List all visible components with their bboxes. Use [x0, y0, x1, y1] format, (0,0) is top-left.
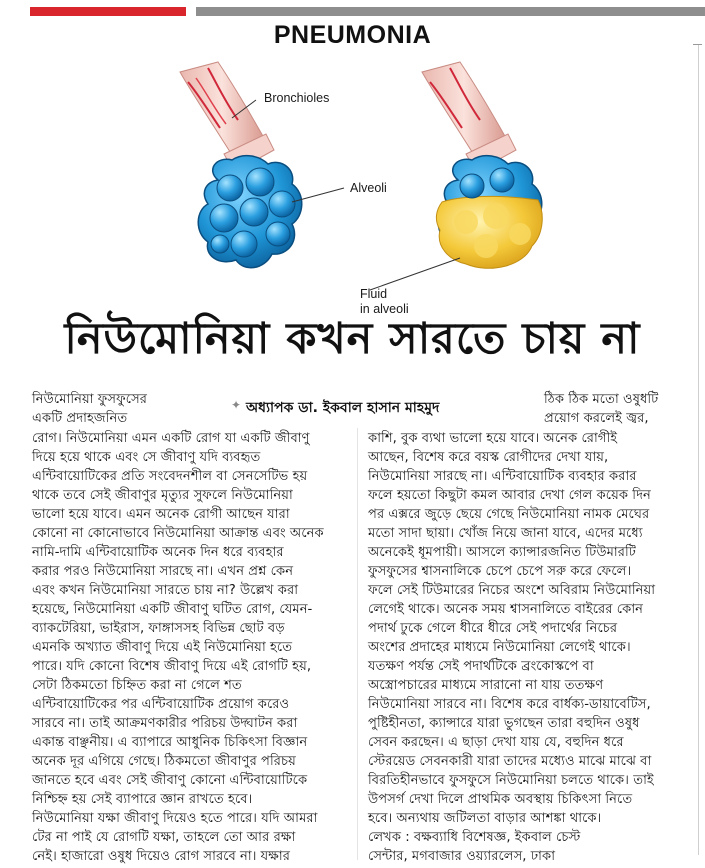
- headline: নিউমোনিয়া কখন সারতে চায় না: [64, 314, 641, 364]
- body-line: নিউমোনিয়া যক্ষা জীবাণু দিয়েও হতে পারে। যদি আমরা: [32, 811, 318, 826]
- author-credit-line: লেখক : বক্ষব্যাধি বিশেষজ্ঞ, ইকবাল চেস্ট: [368, 830, 581, 845]
- body-line: এন্টিবায়োটিকের প্রতি সংবেদনশীল বা সেনসেটিভ হয়: [32, 469, 308, 484]
- intro-right-line: ঠিক ঠিক মতো ওষুধটি: [544, 392, 659, 407]
- body-line: হবে। অন্যথায় জটিলতা বাড়ার আশঙ্কা থাকে।: [368, 811, 602, 826]
- body-line: ব্যাকটেরিয়া, ভাইরাস, ফাঙ্গাসসহ বিভিন্ন ছোট বড়: [32, 621, 285, 636]
- body-line: এবং কখন নিউমোনিয়া সারতে চায় না? উল্লেখ করা: [32, 583, 299, 598]
- body-line: রোগ। নিউমোনিয়া এমন একটি রোগ যা একটি জীবাণু: [32, 431, 310, 446]
- body-line: সেবন করছেন। এ ছাড়া দেখা যায় যে, বহুদিন ধরে: [368, 735, 624, 750]
- header-rule-bar: [196, 7, 705, 16]
- intro-left-line: একটি প্রদাহজনিত: [32, 411, 128, 426]
- label-bronchioles: Bronchioles: [264, 91, 330, 105]
- body-line: ফলে সেই টিউমারের নিচের অংশে অবিরাম নিউমোনিয়া: [368, 583, 656, 598]
- body-line: পদার্থ ঢুকে গেলে ধীরে ধীরে সেই পদার্থের নিচের: [368, 621, 618, 636]
- body-line: নেই। হাজারো ওষুধ দিয়েও রোগ সারবে না। যক্ষার: [32, 849, 291, 864]
- body-line: নামি-দামি এন্টিবায়োটিক অনেক দিন ধরে ব্যবহার: [32, 545, 284, 560]
- body-line: পুষ্টিহীনতা, ক্যান্সারে যারা ভুগছেন তারা বহুদিন ওষুধ: [368, 716, 640, 731]
- fluid-leader-line: [370, 258, 460, 290]
- author-marker-icon: ✦: [231, 398, 242, 412]
- body-line: কাশি, বুক ব্যথা ভালো হয়ে যাবে। অনেক রোগীই: [368, 431, 618, 446]
- body-line: একান্ত বাঞ্ছনীয়। এ ব্যাপারে আধুনিক চিকিৎসা বিজ্ঞান: [32, 735, 308, 750]
- body-line: জানতে হবে এবং সেই জীবাণু কোনো এন্টিবায়োটিকে: [32, 773, 308, 788]
- body-line: যতক্ষণ পর্যন্ত সেই পদার্থটিকে ব্রংকোস্কপে বা: [368, 659, 594, 674]
- body-line: আছেন, বিশেষ করে বয়স্ক রোগীদের দেখা যায়,: [368, 450, 609, 465]
- section-title: PNEUMONIA: [273, 21, 432, 49]
- intro-left-line: নিউমোনিয়া ফুসফুসের: [32, 392, 148, 407]
- body-line: নিশ্চিহ্ন হয় সেই ব্যাপারে জ্ঞান রাখতে হবে।: [32, 792, 253, 807]
- infected-bronchiole: [422, 62, 516, 172]
- body-line: কোনো না কোনোভাবে নিউমোনিয়া আক্রান্ত এবং অনেক: [32, 526, 324, 541]
- body-line: অস্ত্রোপচারের মাধ্যমে সারানো না যায় ততক্ষণ: [368, 678, 604, 693]
- body-line: এমনকি অখ্যাত জীবাণু দিয়ে এই নিউমোনিয়া হতে: [32, 640, 293, 655]
- body-line: করার পরও নিউমোনিয়া সারছে না। এখন প্রশ্ন কেন: [32, 564, 294, 579]
- body-line: হয়েছে, নিউমোনিয়া একটি জীবাণু ঘটিত রোগ, যেমন-: [32, 602, 313, 617]
- header-accent-bar: [30, 7, 186, 16]
- label-fluid-line1: Fluid: [360, 287, 388, 301]
- author-credit-line: সেন্টার, মগবাজার ওয়্যারলেস, ঢাকা: [368, 849, 556, 864]
- intro-right-line: প্রয়োগ করলেই জ্বর,: [544, 411, 649, 426]
- body-line: ফলে হয়তো কিছুটা কমল আবার দেখা গেল কয়েক দিন: [368, 488, 651, 503]
- body-line: বিরতিহীনভাবে ফুসফুসে নিউমোনিয়া চলতে থাকে। তাই: [368, 773, 654, 788]
- body-line: সারবে না। তাই আক্রমণকারীর পরিচয় উদ্ঘাটন করা: [32, 716, 298, 731]
- body-line: নিউমোনিয়া সারছে না। এন্টিবায়োটিক ব্যবহার করার: [368, 469, 637, 484]
- body-line: থাকে তবে সেই জীবাণুর মৃত্যুর সুফলে নিউমোনিয়া: [32, 488, 293, 503]
- healthy-alveoli: [198, 156, 302, 268]
- body-line: অনেকেই ধূমপায়ী। আসলে ক্যান্সারজনিত টিউমারটি: [368, 545, 636, 560]
- label-fluid-line2: in alveoli: [360, 302, 409, 316]
- pneumonia-illustration: [160, 60, 560, 332]
- body-line: টের না পাই যে রোগটি যক্ষা, তাহলে তো আর রক্ষা: [32, 830, 296, 845]
- author-byline: অধ্যাপক ডা. ইকবাল হাসান মাহমুদ: [246, 400, 440, 416]
- page-edge-rule: [698, 45, 699, 855]
- body-line: উপসর্গ দেখা দিলে প্রাথমিক অবস্থায় চিকিৎসা নিতে: [368, 792, 633, 807]
- body-line: পারে। যদি কোনো বিশেষ জীবাণু দিয়ে এই রোগটি হয়,: [32, 659, 312, 674]
- column-divider: [357, 428, 358, 860]
- body-line: নিউমোনিয়া সারবে না। বিশেষ করে বার্ধক্য-ডায়াবেটিস,: [368, 697, 651, 712]
- body-line: অংশের প্রদাহের মাধ্যমে নিউমোনিয়া লেগেই থাকে।: [368, 640, 631, 655]
- body-line: ফুসফুসের শ্বাসনালিকে চেপে চেপে সরু করে ফেলে।: [368, 564, 632, 579]
- fluid-filled-alveoli: [436, 156, 542, 269]
- body-line: অনেক দূর এগিয়ে গেছে। ঠিকমতো জীবাণুর পরিচয়: [32, 754, 296, 769]
- body-line: মতো সাদা ছায়া। খোঁজ নিয়ে জানা যাবে, এদের মধ্যে: [368, 526, 643, 541]
- body-line: লেগেই থাকে। অনেক সময় শ্বাসনালিতে বাইরের কোন: [368, 602, 644, 617]
- body-line: স্টেরয়েড সেবনকারী যারা তাদের মধ্যেও মাঝে মাঝে বা: [368, 754, 652, 769]
- body-line: এন্টিবায়োটিকের পর এন্টিবায়োটিক প্রয়োগ করেও: [32, 697, 290, 712]
- body-line: পর এক্সরে জুড়ে ছেয়ে গেছে নিউমোনিয়া নামক মেঘের: [368, 507, 650, 522]
- body-line: সেটা ঠিকমতো চিহ্নিত করা না গেলে শত: [32, 678, 242, 693]
- body-line: দিয়ে হয়ে থাকে এবং সে জীবাণু যদি ব্যবহৃত: [32, 450, 261, 465]
- body-line: ভালো হয়ে যাবে। এমন অনেক রোগী আছেন যারা: [32, 507, 290, 522]
- healthy-bronchiole: [180, 62, 274, 172]
- label-alveoli: Alveoli: [350, 181, 387, 195]
